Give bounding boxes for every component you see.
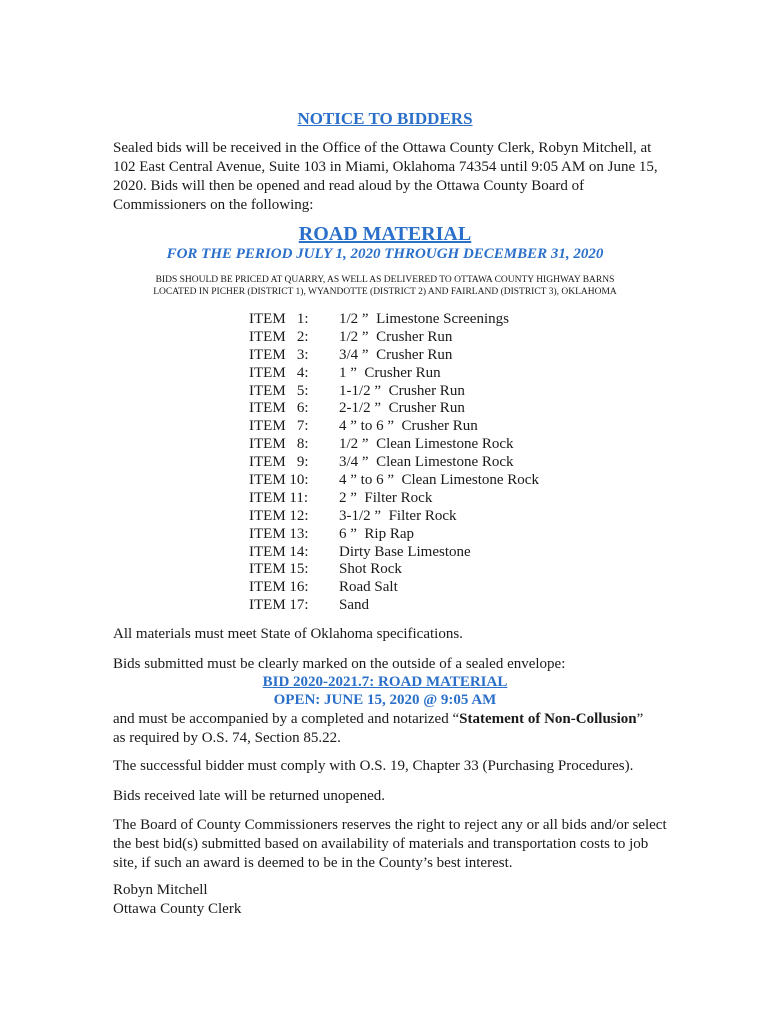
item-number: ITEM 3: (249, 346, 309, 363)
item-description: 3-1/2 ” Filter Rock (339, 507, 457, 524)
item-description: 3/4 ” Clean Limestone Rock (339, 454, 514, 471)
item-description: 2-1/2 ” Crusher Run (339, 400, 465, 417)
item-number: ITEM 4: (249, 364, 309, 381)
open-label: OPEN: JUNE 15, 2020 @ 9:05 AM (273, 692, 497, 708)
item-description: Road Salt (339, 579, 398, 596)
reserve-paragraph: The Board of County Commissioners reserves the right to reject any or all bids and/or select the best bid(s) submitted based on availability of materials and transportation costs to job site, if such an award is deemed to be in the County’s best interest. (113, 817, 667, 871)
item-description: 1/2 ” Clean Limestone Rock (339, 436, 514, 453)
item-list (249, 311, 609, 615)
signer-name: Robyn Mitchell (113, 882, 208, 898)
item-description: Dirty Base Limestone (339, 543, 471, 560)
intro-paragraph: Sealed bids will be received in the Office of the Ottawa County Clerk, Robyn Mitchell, at 102 East Central Avenue, Suite 103 in Miami, Oklahoma 74354 until 9:05 AM on June 15, 2020. Bids will then be opened and read aloud by the Ottawa County Board of Commissioners on the following: (113, 140, 658, 213)
specs-paragraph: All materials must meet State of Oklahoma specifications. (113, 626, 463, 642)
list-item (249, 383, 609, 401)
item-number: ITEM 7: (249, 418, 309, 435)
item-description: Sand (339, 597, 369, 614)
item-number: ITEM 15: (249, 561, 309, 578)
list-item (249, 597, 609, 615)
list-item (249, 347, 609, 365)
signature-block (113, 881, 673, 919)
signer-title: Ottawa County Clerk (113, 901, 242, 917)
item-number: ITEM 1: (249, 311, 309, 327)
item-number: ITEM 8: (249, 436, 309, 453)
section-title: ROAD MATERIAL (298, 223, 472, 245)
item-description: 1-1/2 ” Crusher Run (339, 382, 465, 399)
list-item (249, 329, 609, 347)
item-description: Shot Rock (339, 561, 402, 578)
pricing-note-line: BIDS SHOULD BE PRICED AT QUARRY, AS WELL AS DELIVERED TO OTTAWA COUNTY HIGHWAY BARNS (155, 275, 615, 285)
item-number: ITEM 5: (249, 382, 309, 399)
list-item (249, 579, 609, 597)
item-description: 1/2 ” Crusher Run (339, 328, 453, 345)
pricing-note-line: LOCATED IN PICHER (DISTRICT 1), WYANDOTTE (DISTRICT 2) AND FAIRLAND (DISTRICT 3), OKLAHOMA (153, 287, 617, 297)
item-number: ITEM 17: (249, 597, 309, 614)
list-item (249, 454, 609, 472)
list-item (249, 544, 609, 562)
item-number: ITEM 6: (249, 400, 309, 417)
item-description: 6 ” Rip Rap (339, 525, 414, 542)
non-collusion-statement: Statement of Non-Collusion (459, 711, 637, 727)
notice-title: NOTICE TO BIDDERS (297, 109, 473, 128)
item-description: 4 ” to 6 ” Crusher Run (339, 418, 478, 435)
pricing-note (0, 274, 770, 298)
list-item (249, 365, 609, 383)
list-item (249, 561, 609, 579)
list-item (249, 311, 609, 329)
item-description: 4 ” to 6 ” Clean Limestone Rock (339, 472, 539, 489)
submit-paragraph: Bids submitted must be clearly marked on the outside of a sealed envelope: (113, 656, 566, 672)
item-number: ITEM 13: (249, 525, 309, 542)
item-number: ITEM 14: (249, 543, 309, 560)
accompany-text: and must be accompanied by a completed and notarized “ (113, 711, 460, 727)
item-number: ITEM 9: (249, 454, 309, 471)
item-number: ITEM 10: (249, 472, 309, 489)
item-description: 2 ” Filter Rock (339, 489, 433, 506)
accompany-paragraph (113, 710, 673, 748)
item-description: 1/2 ” Limestone Screenings (339, 311, 509, 327)
comply-paragraph: The successful bidder must comply with O.S. 19, Chapter 33 (Purchasing Procedures). (113, 758, 634, 774)
list-item (249, 472, 609, 490)
item-description: 3/4 ” Crusher Run (339, 346, 453, 363)
period-subtitle: FOR THE PERIOD JULY 1, 2020 THROUGH DECEMBER 31, 2020 (166, 246, 604, 262)
list-item (249, 508, 609, 526)
list-item (249, 418, 609, 436)
item-number: ITEM 2: (249, 328, 309, 345)
item-description: 1 ” Crusher Run (339, 364, 441, 381)
bid-label: BID 2020-2021.7: ROAD MATERIAL (262, 674, 508, 690)
late-paragraph: Bids received late will be returned unopened. (113, 788, 385, 804)
accompany-text: as required by O.S. 74, Section 85.22. (113, 730, 341, 746)
accompany-text: ” (636, 711, 644, 727)
list-item (249, 436, 609, 454)
item-number: ITEM 16: (249, 579, 309, 596)
list-item (249, 400, 609, 418)
list-item (249, 490, 609, 508)
item-number: ITEM 12: (249, 507, 309, 524)
list-item (249, 526, 609, 544)
item-number: ITEM 11: (249, 489, 309, 506)
